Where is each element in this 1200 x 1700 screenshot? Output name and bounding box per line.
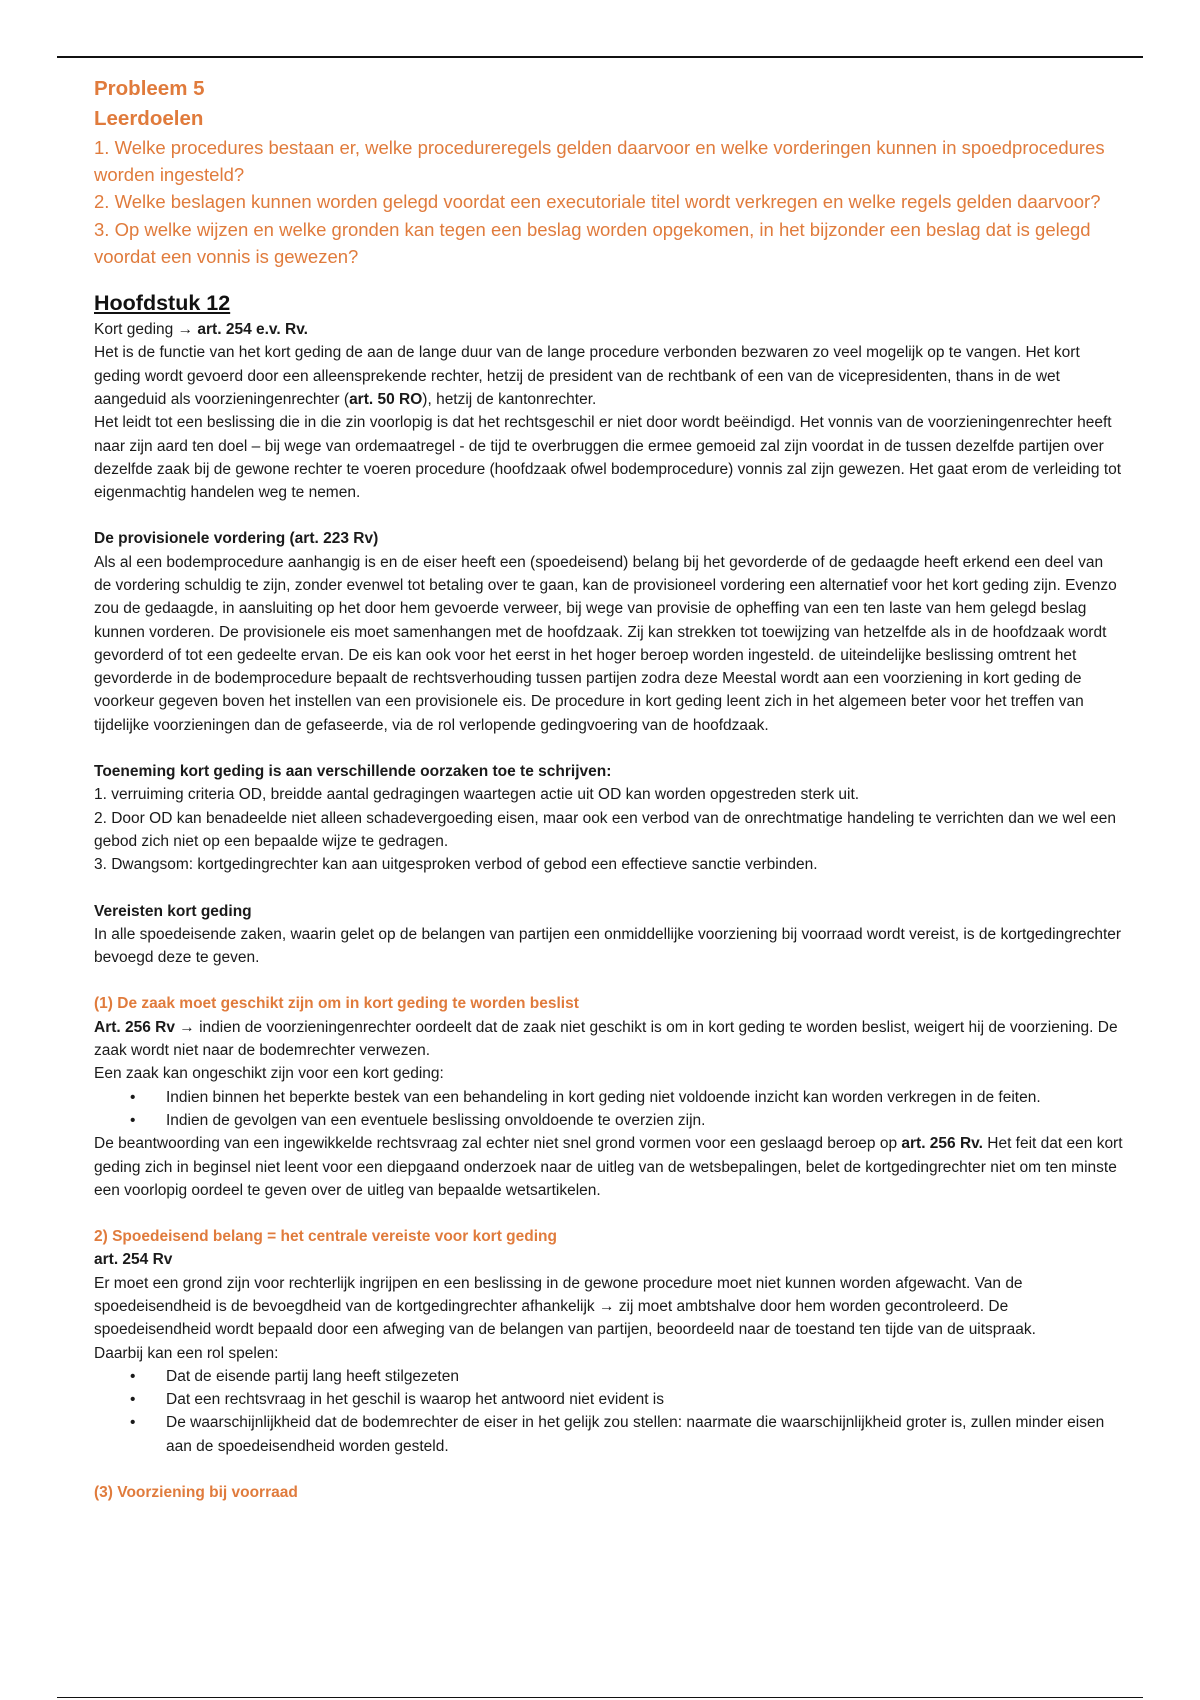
document-page xyxy=(94,74,1124,1504)
list-item: • De waarschijnlijkheid dat de bodemrechter de eiser in het gelijk zou stellen: naarmate die waarschijnlijkheid groter is, zullen minder eisen aan de spoedeisendheid worden gesteld. xyxy=(166,1411,1124,1458)
learning-goal: 3. Op welke wijzen en welke gronden kan tegen een beslag worden opgekomen, in het bijzonder een beslag dat is gelegd voordat een vonnis is gewezen? xyxy=(94,218,1091,267)
requirement-2-heading: 2) Spoedeisend belang = het centrale vereiste voor kort geding xyxy=(94,1228,557,1246)
article-ref: art. 50 RO xyxy=(349,390,423,408)
list-item: • Dat een rechtsvraag in het geschil is waarop het antwoord niet evident is xyxy=(166,1388,1124,1411)
requirement-2-bullets xyxy=(94,1365,1124,1458)
article-ref: art. 254 e.v. Rv. xyxy=(197,321,308,339)
article-ref: art. 256 Rv. xyxy=(901,1135,983,1153)
vereisten-paragraph: In alle spoedeisende zaken, waarin gelet op de belangen van partijen een onmiddellijke voorziening bij voorraad wordt vereist, is de kortgedingrechter bevoegd deze te geven. xyxy=(94,925,1122,967)
provisionele-paragraph: Als al een bodemprocedure aanhangig is en de eiser heeft een (spoedeisend) belang bij het gevorderde of de gedaagde heeft erkend een deel van de vordering schuldig te zijn, zonder evenwel tot betaling over te gaan, kan de provisioneel vordering een alternatief voor het kort geding zijn. Evenzo zou de gedaagde, in aansluiting op het door hem gevoerde verweer, bij wege van provisie de opheffing van een ten laste van hem gelegd beslag kunnen vorderen. De provisionele eis moet samenhangen met de hoofdzaak. Zij kan strekken tot toewijzing van hetzelfde als in de hoofdzaak wordt gevorderd of tot een gedeelte ervan. De eis kan ook voor het eerst in het hoger beroep worden ingesteld. de uiteindelijke beslissing omtrent het gevorderde in de bodemprocedure bepaalt de rechtsverhouding tussen partijen zodra deze Meestal wordt aan een voorziening in kort geding de voorkeur gegeven boven het instellen van een provisionele eis. De procedure in kort geding leent zich in het algemeen beter voor het treffen van tijdelijke voorzieningen dan de gefaseerde, via de rol verlopende gedingvoering van de hoofdzaak. xyxy=(94,553,1117,734)
requirement-1-lead: Een zaak kan ongeschikt zijn voor een kort geding: xyxy=(94,1065,444,1083)
chapter-title: Hoofdstuk 12 xyxy=(94,291,231,316)
requirement-2-article: art. 254 Rv xyxy=(94,1251,173,1269)
kort-geding-line: Kort geding → art. 254 e.v. Rv. xyxy=(94,321,308,339)
learning-goal: 1. Welke procedures bestaan er, welke procedureregels gelden daarvoor en welke vorderingen kunnen in spoedprocedures worden ingesteld? xyxy=(94,137,1105,186)
requirement-2-lead: Daarbij kan een rol spelen: xyxy=(94,1344,279,1362)
bottom-rule xyxy=(57,1697,1143,1698)
top-rule xyxy=(57,56,1143,58)
toeneming-heading: Toeneming kort geding is aan verschillende oorzaken toe te schrijven: xyxy=(94,763,612,781)
article-ref: Art. 256 Rv xyxy=(94,1018,175,1036)
toeneming-item: 1. verruiming criteria OD, breidde aantal gedragingen waartegen actie uit OD kan worden opgestreden sterk uit. xyxy=(94,786,860,804)
learning-goals-list xyxy=(94,134,1124,270)
requirement-2-paragraph: Er moet een grond zijn voor rechterlijk ingrijpen en een beslissing in de gewone procedure moet niet kunnen worden afgewacht. Van de spoedeisendheid is de bevoegdheid van de kortgedingrechter afhankelijk → zij moet ambtshalve door hem worden gecontroleerd. De spoedeisendheid wordt bepaald door een afweging van de belangen van partijen, beoordeeld naar de toestand ten tijde van de uitspraak. xyxy=(94,1274,1036,1339)
list-item: • Indien de gevolgen van een eventuele beslissing onvoldoende te overzien zijn. xyxy=(166,1109,1124,1132)
intro-paragraph-1: Het is de functie van het kort geding de aan de lange duur van de lange procedure verbonden bezwaren zo veel mogelijk op te vangen. Het kort geding wordt gevoerd door een alleensprekende rechter, hetzij de president van de rechtbank of een van de vicepresidenten, thans in de wet aangeduid als voorzieningenrechter (art. 50 RO), hetzij de kantonrechter. xyxy=(94,344,1080,408)
requirement-1-article: Art. 256 Rv → indien de voorzieningenrechter oordeelt dat de zaak niet geschikt is om in kort geding te worden beslist, weigert hij de voorziening. De zaak wordt niet naar de bodemrechter verwezen. xyxy=(94,1018,1118,1060)
vereisten-heading: Vereisten kort geding xyxy=(94,902,252,920)
requirement-1-closing: De beantwoording van een ingewikkelde rechtsvraag zal echter niet snel grond vormen voor een geslaagd beroep op art. 256 Rv. Het feit dat een kort geding zich in beginsel niet leent voor een diepgaand onderzoek naar de uitleg van de wetsbepalingen, belet de kortgedingrechter niet om ten minste een voorlopig oordeel te geven over de uitleg van bepaalde wetsartikelen. xyxy=(94,1135,1123,1199)
list-item: • Dat de eisende partij lang heeft stilgezeten xyxy=(166,1365,1124,1388)
requirement-1-heading: (1) De zaak moet geschikt zijn om in kort geding te worden beslist xyxy=(94,995,579,1013)
requirement-3-heading: (3) Voorziening bij voorraad xyxy=(94,1484,298,1502)
toeneming-item: 2. Door OD kan benadeelde niet alleen schadevergoeding eisen, maar ook een verbod van de onrechtmatige handeling te verrichten dan we wel een gebod zich niet op een bepaalde wijze te gedragen. xyxy=(94,809,1116,850)
list-item: • Indien binnen het beperkte bestek van een behandeling in kort geding niet voldoende inzicht kan worden verkregen in de feiten. xyxy=(166,1086,1124,1109)
intro-paragraph-2: Het leidt tot een beslissing die in die zin voorlopig is dat het rechtsgeschil er niet door wordt beëindigd. Het vonnis van de voorzieningenrechter heeft naar zijn aard ten doel – bij wege van ordemaatregel - de tijd te overbruggen die ermee gemoeid zal zijn voordat in de tussen dezelfde partijen over dezelfde zaak bij de gewone rechter te voeren procedure (hoofdzaak ofwel bodemprocedure) vonnis zal zijn gewezen. Het gaat erom de verleiding tot eigenmachtig handelen weg te nemen. xyxy=(94,414,1122,502)
provisionele-heading: De provisionele vordering (art. 223 Rv) xyxy=(94,530,379,548)
requirement-1-bullets xyxy=(94,1086,1124,1133)
toeneming-item: 3. Dwangsom: kortgedingrechter kan aan uitgesproken verbod of gebod een effectieve sanctie verbinden. xyxy=(94,856,818,874)
learning-goal: 2. Welke beslagen kunnen worden gelegd voordat een executoriale titel wordt verkregen en welke regels gelden daarvoor? xyxy=(94,191,1101,213)
problem-title: Probleem 5 xyxy=(94,77,205,100)
learning-goals-heading: Leerdoelen xyxy=(94,107,204,130)
